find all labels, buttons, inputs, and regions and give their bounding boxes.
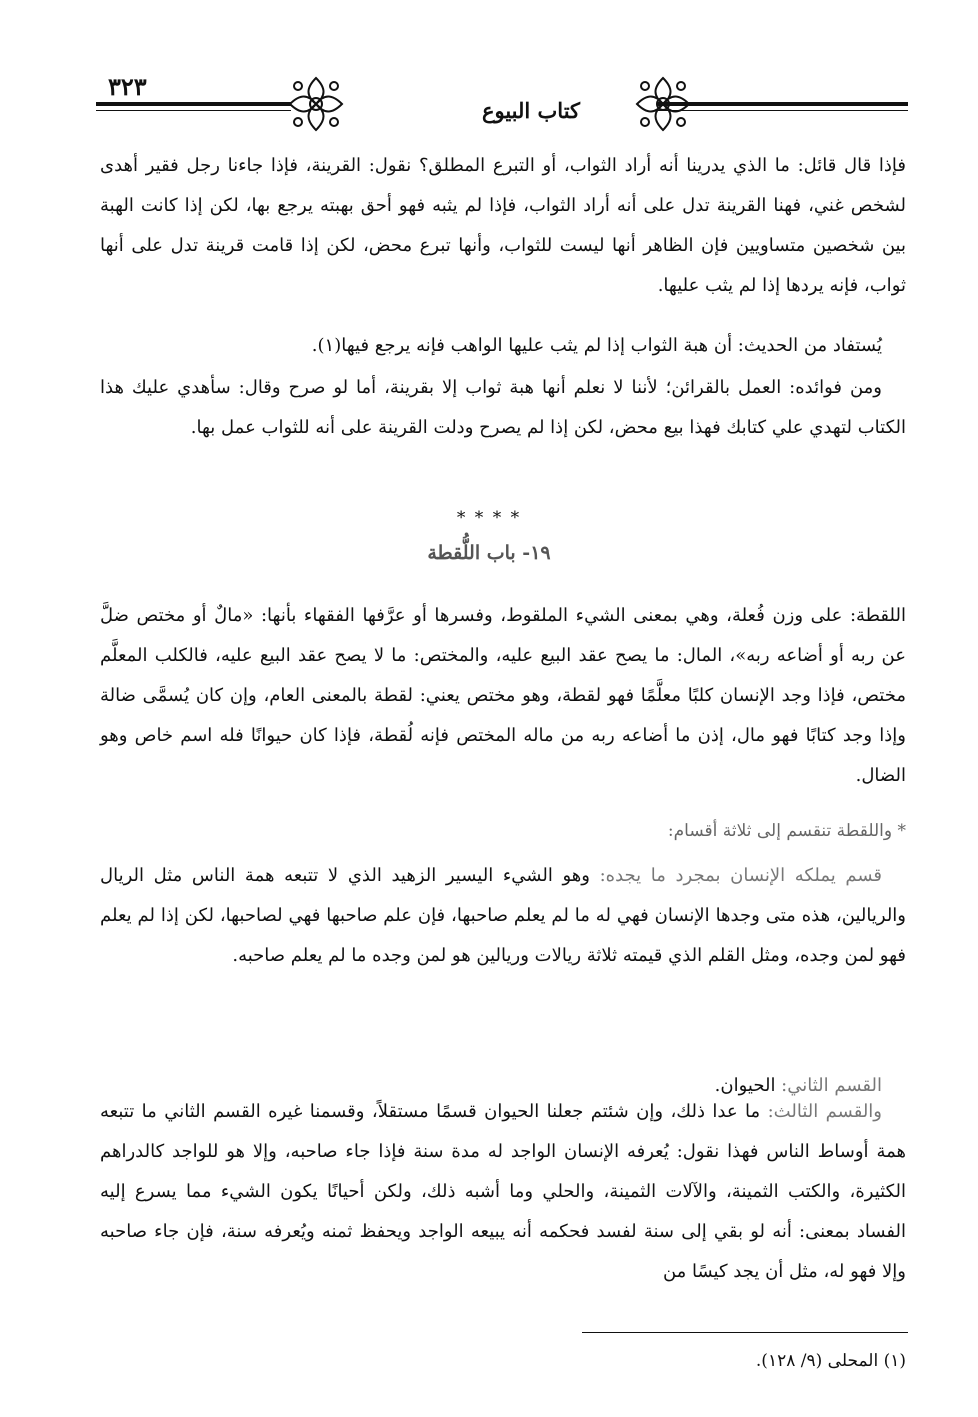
header-rule-left [96,102,291,106]
paragraph-2: يُستفاد من الحديث: أن هبة الثواب إذا لم يثب عليها الواهب فإنه يرجع فيها(١). [311,335,882,356]
paragraph-5-body: وهو الشيء اليسير الزهيد الذي لا تتبعه همة الناس مثل الريال والريالين، هذه متى وجدها الإنسان فهي له ما لم يعلم صاحبها، فإن علم صاحبها فهي لصاحبها، لكن إذا لم يعلم فهو لمن وجده، ومثل القلم الذي قيمته ثلاثة ريالات وريالين هو لمن وجده ما لم يعلم صاحبه. [100,865,906,966]
header-rule-right [658,102,908,106]
header-rule-left-thin [96,110,291,111]
paragraph-5 [100,856,906,976]
paragraph-1: فإذا قال قائل: ما الذي يدرينا أنه أراد الثواب، أو التبرع المطلق؟ نقول: القرينة، فإذا جاءنا رجل فقير أهدى لشخص غني، فهنا القرينة تدل على أنه أراد الثواب، فإذا لم يثبه فهو أحق بهبته يرجع بها، لكن إذا كانت الهبة بين شخصين متساويين فإن الظاهر أنها ليست للثواب، وأنها تبرع محض، لكن إذا قامت قرينة تدل على أنها ثواب، فإنه يردها إذا لم يثب عليها. [100,155,906,296]
section-separator-stars: * * * * [456,508,522,528]
paragraph-7-body: ما عدا ذلك، وإن شئتم جعلنا الحيوان قسمًا مستقلاً، وقسمنا غيره القسم الثاني ما تتبعه همة أوساط الناس فهذا نقول: يُعرفه الإنسان الواجد له مدة سنة فإذا جاء صاحبه، وإلا هو للواجد كالدراهم الكثيرة، والكتب الثمينة، والآلات الثمينة، والحلي وما أشبه ذلك، ولكن أحيانًا يكون الشيء مما يسرع إليه الفساد بمعنى: أنه لو بقي إلى سنة لفسد فحكمه أنه يبيعه الواجد ويحفظ ثمنه ويُعرفه سنة، فإن جاء صاحبه وإلا فهو له، مثل أن يجد كيسًا من [100,1101,906,1282]
footnote-rule [582,1332,908,1333]
paragraph-7-lead: والقسم الثالث: [767,1101,882,1122]
footnote: (١) المحلى (٩/ ١٢٨). [755,1351,906,1371]
paragraph-7 [100,1092,906,1292]
ornament-left-icon [286,74,346,134]
paragraph-5-lead: قسم يملكه الإنسان بمجرد ما يجده: [599,865,883,886]
paragraph-4: اللقطة: على وزن فُعلة، وهي بمعنى الشيء الملقوط، وفسرها أو عرَّفها الفقهاء بأنها: «مالٌ أو مختص ضلَّ عن ربه أو أضاعه ربه»، المال: ما يصح عقد البيع عليه، والمختص: ما لا يصح عقد البيع عليه، فالكلب المعلَّم مختص، فإذا وجد الإنسان كلبًا معلَّمًا فهو لقطة، وهو مختص يعني: لقطة بالمعنى العام، وإن كان يُسمَّى ضالة وإذا وجد كتابًا فهو مال، إذن ما أضاعه ربه من ماله المختص فإنه لُقطة، فإذا كان حيوانًا فله اسم خاص وهو الضال. [100,605,906,786]
paragraph-3: ومن فوائده: العمل بالقرائن؛ لأننا لا نعلم أنها هبة ثواب إلا بقرينة، أما لو صرح وقال: سأهدي عليك هذا الكتاب لتهدي علي كتابك فهذا بيع محض، لكن إذا لم يصرح ودلت القرينة على أنه للثواب عمل بها. [100,377,906,438]
section-title: ١٩- باب اللُّقطة [427,542,551,564]
page-header [96,70,908,140]
header-rule-right-thin [658,110,908,111]
running-title: كتاب البيوع [481,98,581,123]
divisions-note: * واللقطة تنقسم إلى ثلاثة أقسام: [667,821,906,841]
paragraph-6-body: الحيوان. [714,1075,782,1096]
page-number: ٣٢٣ [108,72,147,101]
paragraph-6-lead: القسم الثاني: [781,1075,882,1096]
